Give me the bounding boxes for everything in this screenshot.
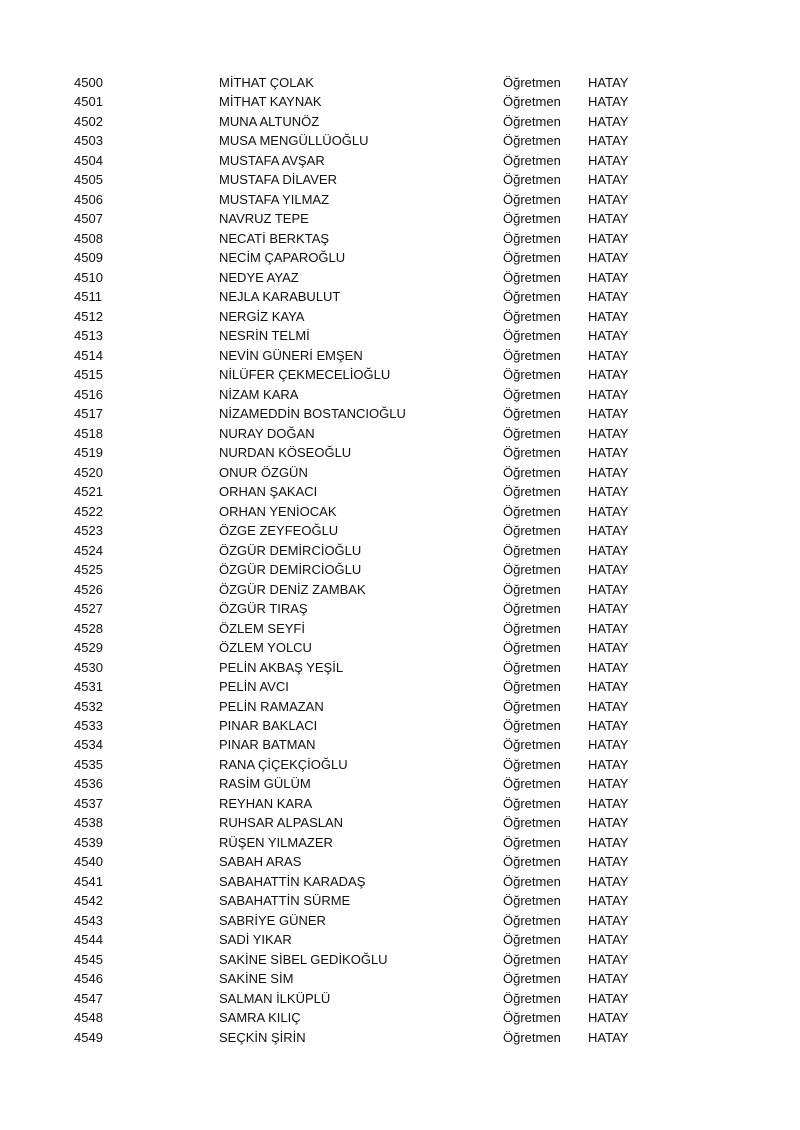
job-title: Öğretmen [503,289,561,305]
table-row [0,969,800,988]
job-title: Öğretmen [503,640,561,656]
row-number: 4542 [74,893,103,909]
person-name: NERGİZ KAYA [219,308,305,324]
job-title: Öğretmen [503,854,561,870]
person-name: MİTHAT KAYNAK [219,94,322,110]
table-row [0,307,800,326]
city: HATAY [588,464,629,480]
city: HATAY [588,542,629,558]
person-name: PINAR BAKLACI [219,717,318,733]
job-title: Öğretmen [503,581,561,597]
row-number: 4520 [74,464,103,480]
city: HATAY [588,172,629,188]
person-name: SABAHATTİN KARADAŞ [219,873,366,889]
job-title: Öğretmen [503,542,561,558]
table-row [0,716,800,735]
job-title: Öğretmen [503,932,561,948]
row-number: 4543 [74,912,103,928]
row-number: 4513 [74,328,103,344]
job-title: Öğretmen [503,133,561,149]
person-name: NAVRUZ TEPE [219,211,309,227]
person-name: ÖZGÜR DEMİRCİOĞLU [219,542,362,558]
city: HATAY [588,503,629,519]
city: HATAY [588,523,629,539]
person-name: MUSTAFA YILMAZ [219,191,330,207]
person-name: SAKİNE SİM [219,971,294,987]
person-name: ÖZGE ZEYFEOĞLU [219,523,339,539]
person-name: MUSTAFA DİLAVER [219,172,337,188]
table-row [0,482,800,501]
city: HATAY [588,562,629,578]
city: HATAY [588,776,629,792]
table-row [0,1028,800,1047]
job-title: Öğretmen [503,951,561,967]
table-row [0,131,800,150]
row-number: 4547 [74,990,103,1006]
name-list-table [0,73,800,1047]
city: HATAY [588,367,629,383]
table-row [0,697,800,716]
table-row [0,580,800,599]
city: HATAY [588,289,629,305]
row-number: 4509 [74,250,103,266]
city: HATAY [588,211,629,227]
row-number: 4549 [74,1029,103,1045]
person-name: NECİM ÇAPAROĞLU [219,250,346,266]
job-title: Öğretmen [503,347,561,363]
row-number: 4532 [74,698,103,714]
table-row [0,365,800,384]
job-title: Öğretmen [503,601,561,617]
table-row [0,463,800,482]
job-title: Öğretmen [503,620,561,636]
table-row [0,794,800,813]
table-row [0,190,800,209]
person-name: NESRİN TELMİ [219,328,310,344]
person-name: MUNA ALTUNÖZ [219,113,320,129]
job-title: Öğretmen [503,1029,561,1045]
job-title: Öğretmen [503,1010,561,1026]
job-title: Öğretmen [503,386,561,402]
person-name: PINAR BATMAN [219,737,316,753]
city: HATAY [588,601,629,617]
city: HATAY [588,1029,629,1045]
row-number: 4522 [74,503,103,519]
city: HATAY [588,269,629,285]
city: HATAY [588,250,629,266]
person-name: SAKİNE SİBEL GEDİKOĞLU [219,951,388,967]
person-name: MİTHAT ÇOLAK [219,75,314,90]
table-row [0,404,800,423]
job-title: Öğretmen [503,308,561,324]
row-number: 4508 [74,230,103,246]
city: HATAY [588,484,629,500]
person-name: ONUR ÖZGÜN [219,464,308,480]
table-row [0,638,800,657]
city: HATAY [588,1010,629,1026]
table-row [0,541,800,560]
table-row [0,852,800,871]
person-name: NURAY DOĞAN [219,425,315,441]
city: HATAY [588,191,629,207]
table-row [0,229,800,248]
job-title: Öğretmen [503,971,561,987]
person-name: PELİN RAMAZAN [219,698,324,714]
table-row [0,813,800,832]
row-number: 4519 [74,445,103,461]
job-title: Öğretmen [503,893,561,909]
city: HATAY [588,990,629,1006]
city: HATAY [588,698,629,714]
table-row [0,521,800,540]
job-title: Öğretmen [503,425,561,441]
city: HATAY [588,386,629,402]
table-row [0,170,800,189]
table-row [0,385,800,404]
person-name: NEJLA KARABULUT [219,289,341,305]
job-title: Öğretmen [503,698,561,714]
job-title: Öğretmen [503,152,561,168]
row-number: 4531 [74,679,103,695]
row-number: 4535 [74,756,103,772]
table-row [0,326,800,345]
city: HATAY [588,815,629,831]
city: HATAY [588,308,629,324]
city: HATAY [588,328,629,344]
row-number: 4530 [74,659,103,675]
table-row [0,346,800,365]
row-number: 4521 [74,484,103,500]
table-row [0,599,800,618]
job-title: Öğretmen [503,269,561,285]
city: HATAY [588,347,629,363]
table-row [0,677,800,696]
person-name: RUHSAR ALPASLAN [219,815,344,831]
job-title: Öğretmen [503,172,561,188]
job-title: Öğretmen [503,815,561,831]
table-row [0,560,800,579]
job-title: Öğretmen [503,191,561,207]
city: HATAY [588,113,629,129]
person-name: MUSA MENGÜLLÜOĞLU [219,133,369,149]
city: HATAY [588,756,629,772]
table-row [0,930,800,949]
table-row [0,774,800,793]
job-title: Öğretmen [503,250,561,266]
row-number: 4505 [74,172,103,188]
row-number: 4516 [74,386,103,402]
row-number: 4527 [74,601,103,617]
job-title: Öğretmen [503,113,561,129]
person-name: SALMAN İLKÜPLÜ [219,990,331,1006]
person-name: ORHAN ŞAKACI [219,484,318,500]
row-number: 4523 [74,523,103,539]
city: HATAY [588,406,629,422]
row-number: 4510 [74,269,103,285]
person-name: NURDAN KÖSEOĞLU [219,445,352,461]
table-row [0,424,800,443]
row-number: 4503 [74,133,103,149]
person-name: PELİN AVCI [219,679,289,695]
city: HATAY [588,133,629,149]
person-name: SABRİYE GÜNER [219,912,326,928]
row-number: 4501 [74,94,103,110]
job-title: Öğretmen [503,94,561,110]
job-title: Öğretmen [503,562,561,578]
row-number: 4536 [74,776,103,792]
table-row [0,248,800,267]
job-title: Öğretmen [503,75,561,90]
table-row [0,950,800,969]
person-name: SEÇKİN ŞİRİN [219,1029,306,1045]
person-name: NİZAM KARA [219,386,299,402]
row-number: 4544 [74,932,103,948]
person-name: ÖZLEM SEYFİ [219,620,305,636]
table-row [0,502,800,521]
city: HATAY [588,679,629,695]
row-number: 4502 [74,113,103,129]
row-number: 4546 [74,971,103,987]
person-name: NİZAMEDDİN BOSTANCIOĞLU [219,406,406,422]
table-row [0,755,800,774]
person-name: PELİN AKBAŞ YEŞİL [219,659,344,675]
table-row [0,209,800,228]
person-name: ÖZLEM YOLCU [219,640,312,656]
row-number: 4537 [74,795,103,811]
row-number: 4517 [74,406,103,422]
person-name: SAMRA KILIÇ [219,1010,301,1026]
table-row [0,872,800,891]
person-name: MUSTAFA AVŞAR [219,152,325,168]
city: HATAY [588,620,629,636]
table-row [0,73,800,92]
table-row [0,735,800,754]
job-title: Öğretmen [503,503,561,519]
row-number: 4529 [74,640,103,656]
city: HATAY [588,445,629,461]
row-number: 4545 [74,951,103,967]
person-name: NECATİ BERKTAŞ [219,230,330,246]
city: HATAY [588,873,629,889]
table-row [0,891,800,910]
job-title: Öğretmen [503,230,561,246]
job-title: Öğretmen [503,756,561,772]
row-number: 4507 [74,211,103,227]
row-number: 4526 [74,581,103,597]
row-number: 4525 [74,562,103,578]
city: HATAY [588,951,629,967]
city: HATAY [588,230,629,246]
table-row [0,989,800,1008]
row-number: 4528 [74,620,103,636]
person-name: NEDYE AYAZ [219,269,299,285]
job-title: Öğretmen [503,406,561,422]
job-title: Öğretmen [503,211,561,227]
row-number: 4533 [74,717,103,733]
job-title: Öğretmen [503,795,561,811]
row-number: 4512 [74,308,103,324]
table-row [0,1008,800,1027]
city: HATAY [588,932,629,948]
city: HATAY [588,659,629,675]
city: HATAY [588,152,629,168]
job-title: Öğretmen [503,464,561,480]
row-number: 4538 [74,815,103,831]
row-number: 4504 [74,152,103,168]
row-number: 4515 [74,367,103,383]
person-name: NEVİN GÜNERİ EMŞEN [219,347,363,363]
table-row [0,92,800,111]
job-title: Öğretmen [503,523,561,539]
job-title: Öğretmen [503,873,561,889]
job-title: Öğretmen [503,445,561,461]
job-title: Öğretmen [503,990,561,1006]
row-number: 4534 [74,737,103,753]
job-title: Öğretmen [503,367,561,383]
row-number: 4524 [74,542,103,558]
person-name: SABAH ARAS [219,854,302,870]
city: HATAY [588,912,629,928]
person-name: ORHAN YENİOCAK [219,503,337,519]
row-number: 4518 [74,425,103,441]
row-number: 4548 [74,1010,103,1026]
row-number: 4506 [74,191,103,207]
person-name: NİLÜFER ÇEKMECELİOĞLU [219,367,391,383]
city: HATAY [588,795,629,811]
person-name: RÜŞEN YILMAZER [219,834,333,850]
city: HATAY [588,717,629,733]
city: HATAY [588,425,629,441]
job-title: Öğretmen [503,679,561,695]
person-name: ÖZGÜR TIRAŞ [219,601,308,617]
city: HATAY [588,834,629,850]
job-title: Öğretmen [503,328,561,344]
row-number: 4540 [74,854,103,870]
job-title: Öğretmen [503,484,561,500]
city: HATAY [588,94,629,110]
row-number: 4511 [74,289,102,305]
job-title: Öğretmen [503,834,561,850]
row-number: 4500 [74,75,103,90]
person-name: ÖZGÜR DENİZ ZAMBAK [219,581,366,597]
row-number: 4541 [74,873,103,889]
table-row [0,833,800,852]
table-row [0,112,800,131]
person-name: RANA ÇİÇEKÇİOĞLU [219,756,348,772]
city: HATAY [588,737,629,753]
person-name: ÖZGÜR DEMİRCİOĞLU [219,562,362,578]
table-row [0,268,800,287]
person-name: SABAHATTİN SÜRME [219,893,351,909]
city: HATAY [588,971,629,987]
job-title: Öğretmen [503,912,561,928]
table-row [0,443,800,462]
row-number: 4539 [74,834,103,850]
city: HATAY [588,640,629,656]
table-row [0,911,800,930]
city: HATAY [588,581,629,597]
table-row [0,287,800,306]
city: HATAY [588,854,629,870]
job-title: Öğretmen [503,659,561,675]
row-number: 4514 [74,347,103,363]
city: HATAY [588,893,629,909]
job-title: Öğretmen [503,717,561,733]
city: HATAY [588,75,629,90]
job-title: Öğretmen [503,737,561,753]
person-name: SADİ YIKAR [219,932,292,948]
job-title: Öğretmen [503,776,561,792]
person-name: REYHAN KARA [219,795,313,811]
table-row [0,619,800,638]
person-name: RASİM GÜLÜM [219,776,311,792]
table-row [0,151,800,170]
table-row [0,658,800,677]
